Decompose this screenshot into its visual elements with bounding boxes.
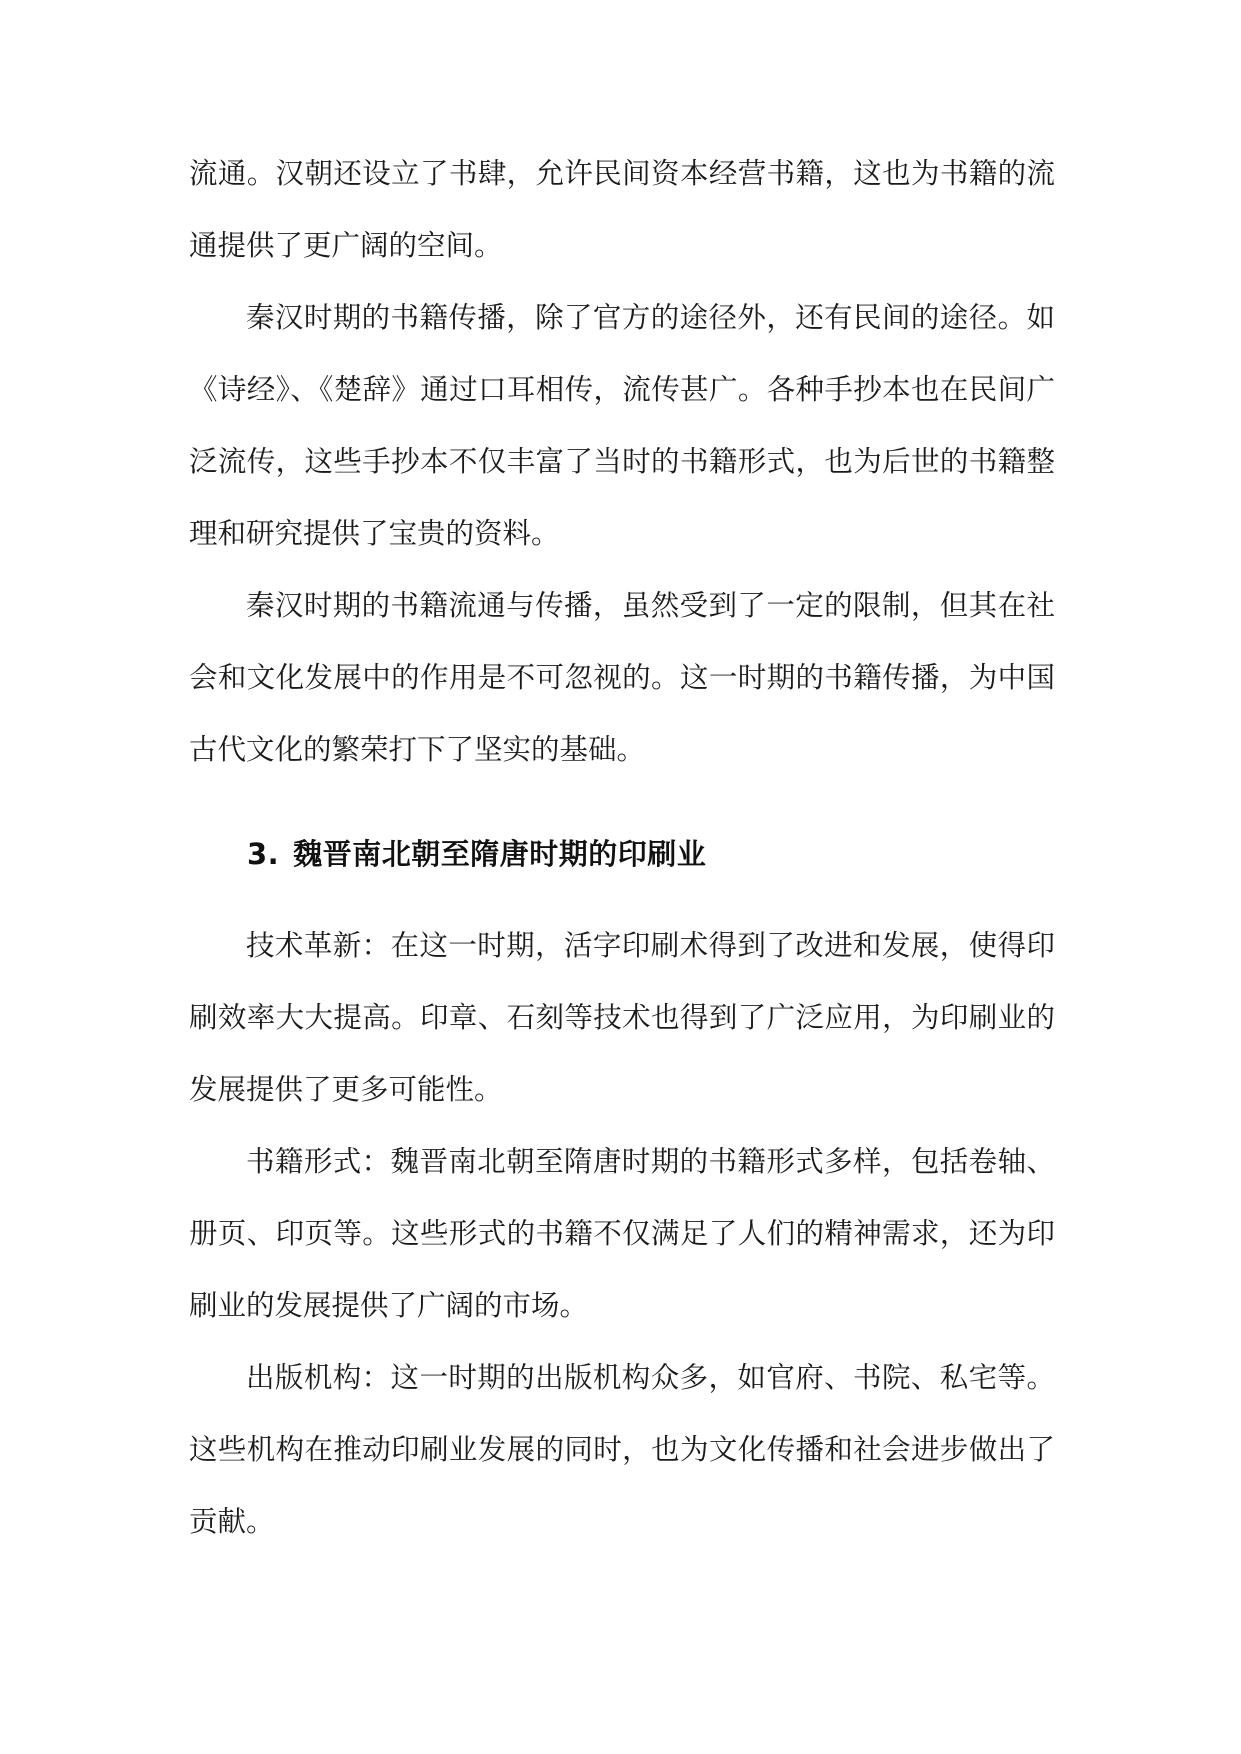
paragraph-book-forms: 书籍形式：魏晋南北朝至隋唐时期的书籍形式多样，包括卷轴、册页、印页等。这些形式的书籍不仅满足了人们的精神需求，还为印刷业的发展提供了广阔的市场。 bbox=[189, 1145, 1055, 1322]
paragraph-publishers: 出版机构：这一时期的出版机构众多，如官府、书院、私宅等。这些机构在推动印刷业发展的同时，也为文化传播和社会进步做出了贡献。 bbox=[189, 1361, 1055, 1538]
section-heading bbox=[189, 818, 1055, 890]
section-number: 3. bbox=[247, 837, 280, 871]
paragraph-continuation: 流通。汉朝还设立了书肆，允许民间资本经营书籍，这也为书籍的流通提供了更广阔的空间。 bbox=[189, 157, 1055, 262]
paragraph-folk-transmission: 秦汉时期的书籍传播，除了官方的途径外，还有民间的途径。如《诗经》、《楚辞》通过口耳相传，流传甚广。各种手抄本也在民间广泛流传，这些手抄本不仅丰富了当时的书籍形式，也为后世的书籍整理和研究提供了宝贵的资料。 bbox=[189, 301, 1055, 550]
paragraph-technology: 技术革新：在这一时期，活字印刷术得到了改进和发展，使得印刷效率大大提高。印章、石刻等技术也得到了广泛应用，为印刷业的发展提供了更多可能性。 bbox=[189, 929, 1055, 1106]
document-body bbox=[189, 138, 1055, 1558]
paragraph-conclusion: 秦汉时期的书籍流通与传播，虽然受到了一定的限制，但其在社会和文化发展中的作用是不可忽视的。这一时期的书籍传播，为中国古代文化的繁荣打下了坚实的基础。 bbox=[189, 589, 1055, 766]
section-title: 魏晋南北朝至隋唐时期的印刷业 bbox=[293, 837, 707, 871]
